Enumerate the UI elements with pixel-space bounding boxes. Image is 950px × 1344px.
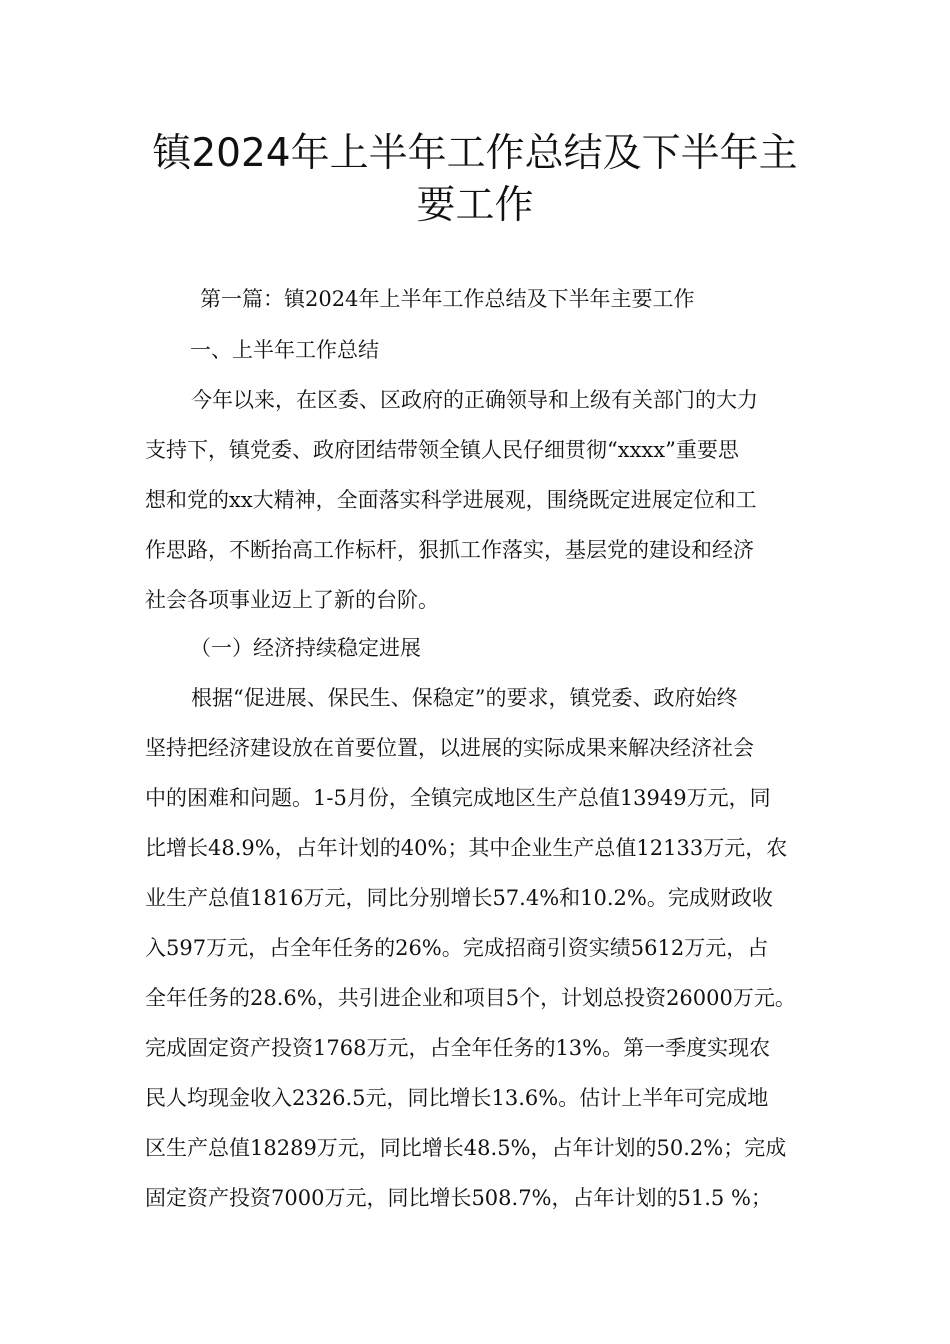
intro-line: 支持下，镇党委、政府团结带领全镇人民仔细贯彻“xxxx”重要思: [145, 438, 739, 462]
part-heading: 第一篇：镇2024年上半年工作总结及下半年主要工作: [200, 287, 695, 311]
intro-line: 想和党的xx大精神，全面落实科学进展观，围绕既定进展定位和工: [145, 488, 757, 512]
economy-line: 中的困难和问题。1-5月份，全镇完成地区生产总值13949万元，同: [145, 786, 771, 810]
economy-line: 固定资产投资7000万元，同比增长508.7%，占年计划的51.5 %；: [145, 1186, 772, 1210]
economy-line: 业生产总值1816万元，同比分别增长57.4%和10.2%。完成财政收: [145, 886, 773, 910]
title-line-2: 要工作: [416, 183, 534, 228]
title-line-1: 镇2024年上半年工作总结及下半年主: [152, 131, 798, 176]
section-heading: 一、上半年工作总结: [190, 338, 379, 362]
economy-line: 坚持把经济建设放在首要位置，以进展的实际成果来解决经济社会: [145, 736, 754, 760]
intro-line: 社会各项事业迈上了新的台阶。: [145, 588, 439, 612]
intro-line: 今年以来，在区委、区政府的正确领导和上级有关部门的大力: [191, 388, 758, 412]
economy-line: 全年任务的28.6%，共引进企业和项目5个，计划总投资26000万元。: [145, 986, 796, 1010]
subsection-heading: （一）经济持续稳定进展: [190, 636, 421, 660]
intro-line: 作思路，不断抬高工作标杆，狠抓工作落实，基层党的建设和经济: [145, 538, 754, 562]
economy-line: 完成固定资产投资1768万元，占全年任务的13%。第一季度实现农: [145, 1036, 771, 1060]
document-title: [120, 128, 830, 232]
economy-line: 比增长48.9%，占年计划的40%；其中企业生产总值12133万元，农: [145, 836, 788, 860]
economy-paragraph: [145, 673, 815, 1223]
economy-line: 根据“促进展、保民生、保稳定”的要求，镇党委、政府始终: [191, 686, 738, 710]
economy-line: 入597万元，占全年任务的26%。完成招商引资实绩5612万元，占: [145, 936, 769, 960]
intro-paragraph: [145, 375, 815, 625]
economy-line: 民人均现金收入2326.5元，同比增长13.6%。估计上半年可完成地: [145, 1086, 769, 1110]
economy-line: 区生产总值18289万元，同比增长48.5%，占年计划的50.2%；完成: [145, 1136, 787, 1160]
